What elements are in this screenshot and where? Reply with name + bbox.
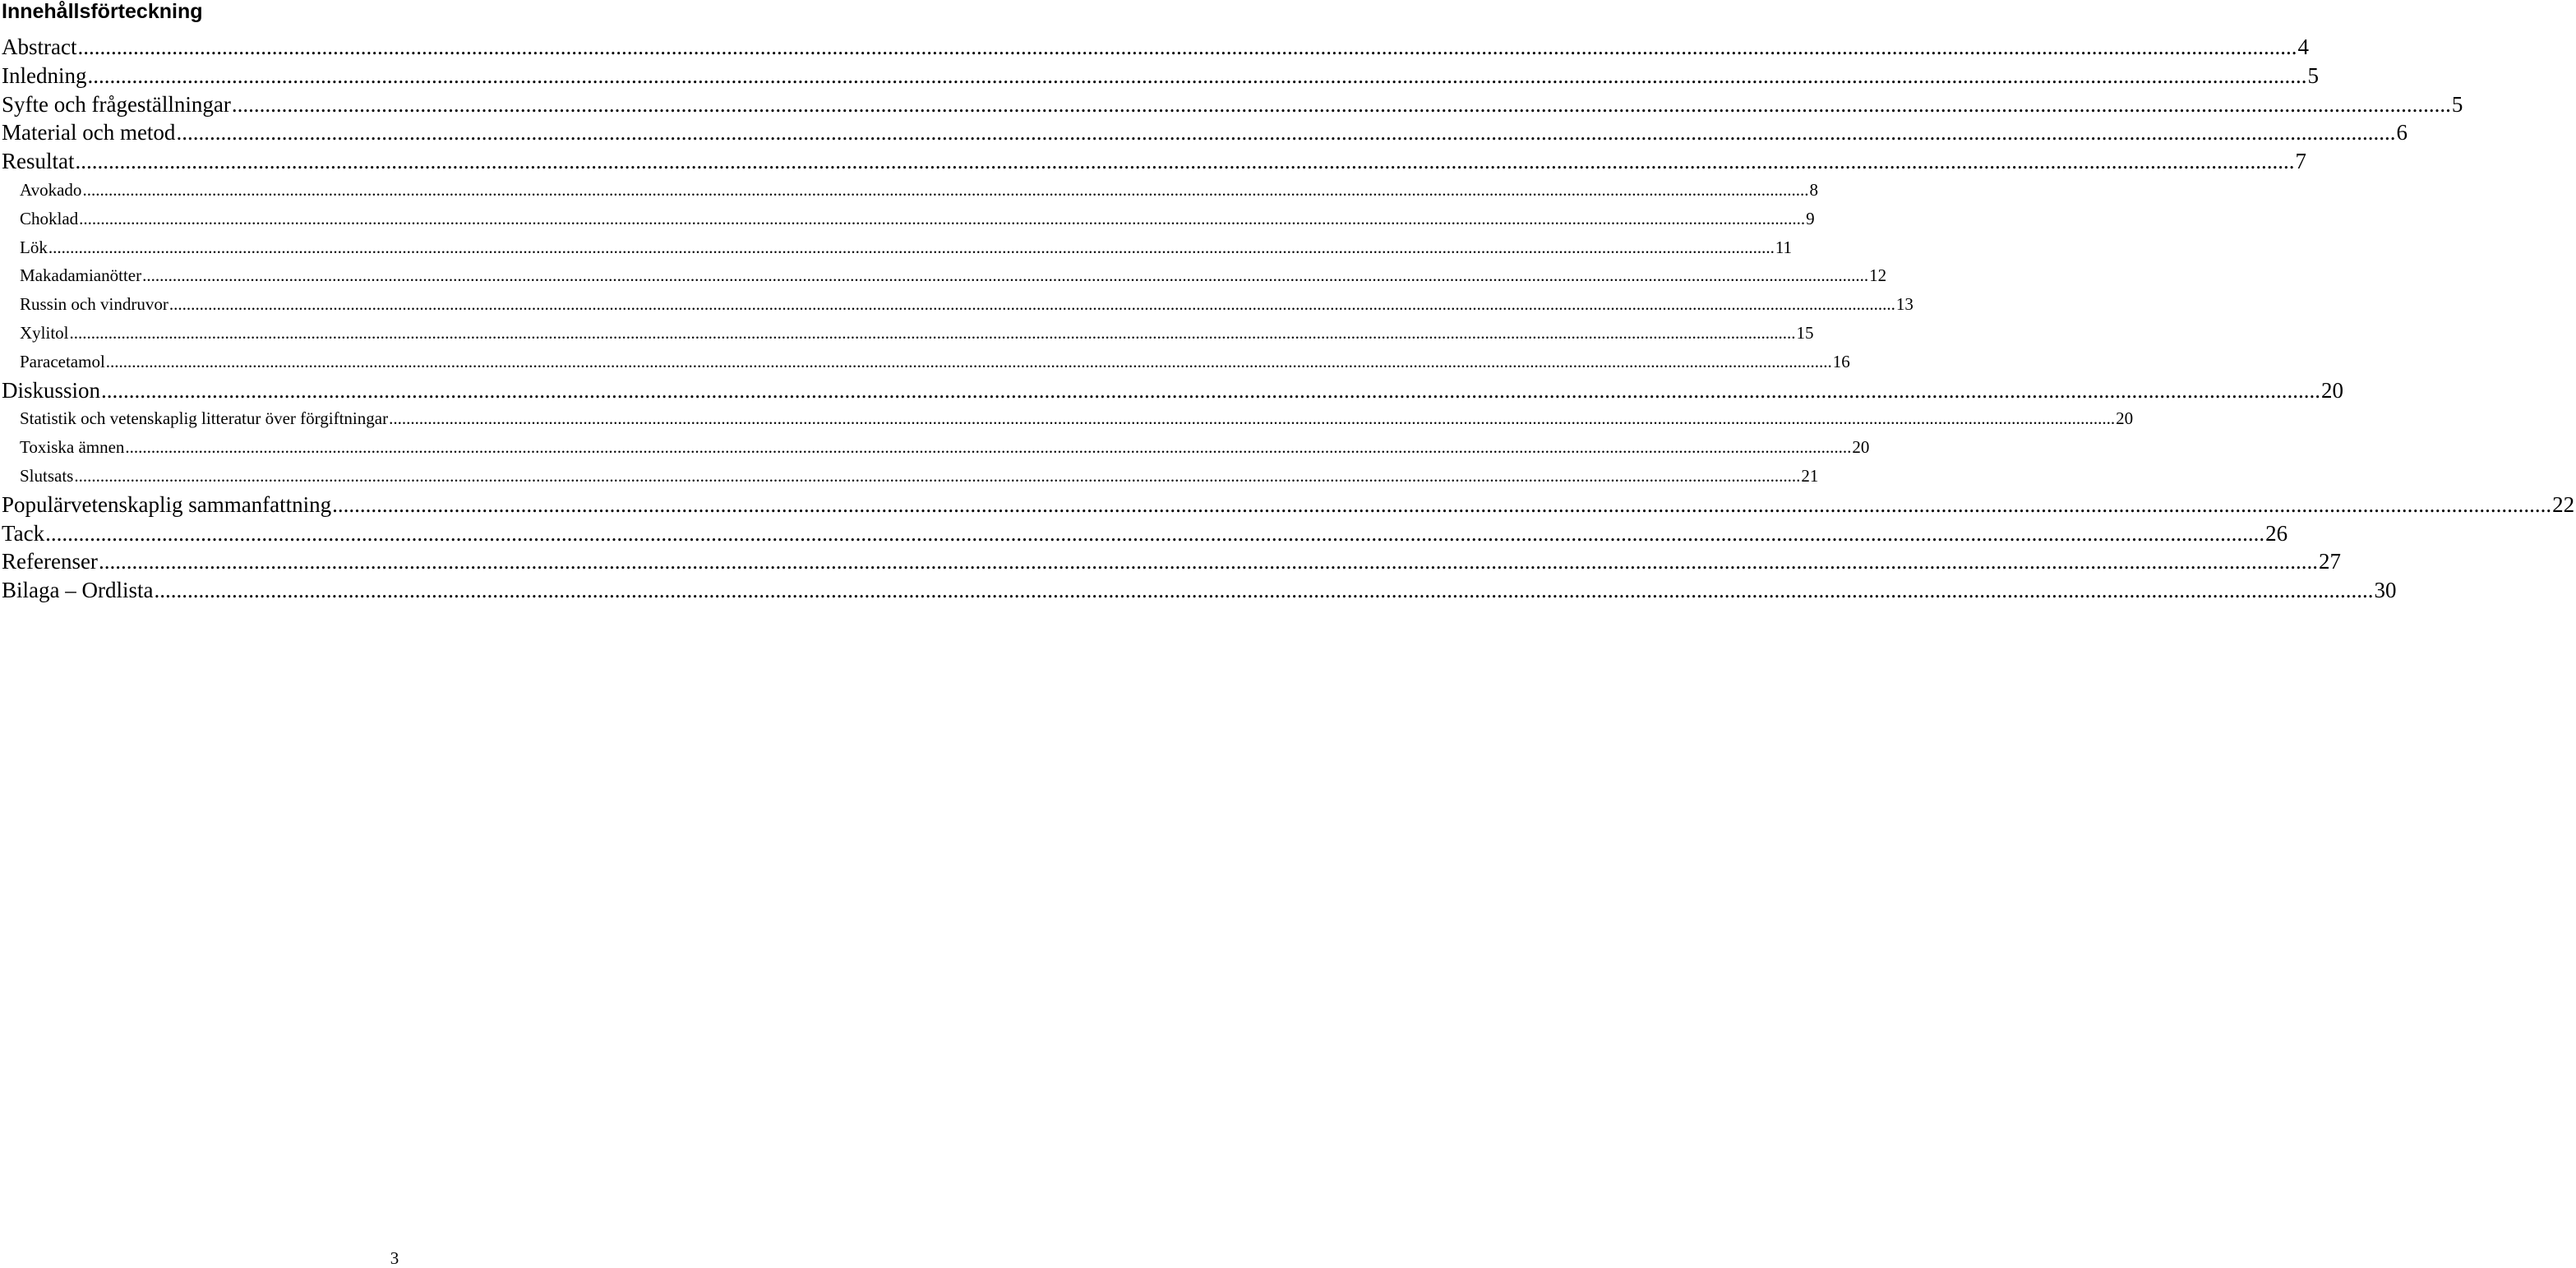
toc-title: Innehållsförteckning [2, 0, 203, 23]
toc-dot-leader: ................................................................................................................................................................................................................................................................................................................................................................................................................ [74, 466, 1801, 486]
toc-entry-page: 13 [1895, 294, 1914, 315]
toc-entry[interactable] [20, 233, 1793, 262]
toc-entry-page: 30 [2374, 578, 2397, 603]
toc-entry-text: Resultat [2, 149, 75, 174]
toc-entry[interactable] [20, 176, 1818, 205]
toc-entry-text: Paracetamol [20, 351, 105, 371]
toc-entry-page: 11 [1775, 237, 1793, 257]
toc-dot-leader: ................................................................................................................................................................................................................................................................................................................................................................................................................ [79, 208, 1806, 228]
toc-dot-leader: ................................................................................................................................................................................................................................................................................................................................................................................................................ [125, 437, 1852, 458]
toc-entry[interactable] [2, 376, 2344, 405]
toc-dot-leader: ................................................................................................................................................................................................................................................................................................................................................................................................................ [82, 180, 1809, 200]
toc-entry-page: 12 [1869, 265, 1887, 286]
toc-entry[interactable] [2, 147, 2306, 176]
toc-entry[interactable] [20, 205, 1815, 233]
toc-entry[interactable] [2, 62, 2319, 90]
toc-entry-page: 9 [1806, 208, 1815, 228]
toc-dot-leader: ................................................................................................................................................................................................................................................................................................................................................................................................................ [87, 62, 2307, 88]
toc-entry-page: 5 [2307, 62, 2319, 88]
toc-entry[interactable] [20, 319, 1814, 348]
toc-entry-text: Xylitol [20, 323, 69, 343]
toc-entry[interactable] [20, 348, 1850, 376]
toc-entry-text: Makadamianötter [20, 265, 142, 286]
toc-entry[interactable] [20, 433, 1870, 462]
toc-dot-leader: ................................................................................................................................................................................................................................................................................................................................................................................................................ [98, 549, 2318, 574]
toc-entry[interactable] [20, 290, 1914, 319]
toc-entry[interactable] [20, 404, 2134, 433]
toc-entry-page: 21 [1801, 466, 1819, 486]
toc-entry-text: Slutsats [20, 466, 74, 486]
toc-dot-leader: ................................................................................................................................................................................................................................................................................................................................................................................................................ [169, 294, 1895, 315]
toc-dot-leader: ................................................................................................................................................................................................................................................................................................................................................................................................................ [154, 578, 2374, 603]
toc-entry[interactable] [20, 261, 1887, 290]
toc-dot-leader: ................................................................................................................................................................................................................................................................................................................................................................................................................ [389, 408, 2116, 429]
toc-dot-leader: ................................................................................................................................................................................................................................................................................................................................................................................................................ [45, 520, 2265, 546]
toc-entry-text: Lök [20, 237, 48, 257]
toc-entry-page: 16 [1832, 351, 1850, 371]
toc-entry-text: Diskussion [2, 377, 101, 403]
toc-entry-page: 22 [2552, 491, 2575, 517]
toc-entry[interactable] [2, 519, 2288, 548]
page-number: 3 [390, 1248, 399, 1268]
toc-entry-text: Tack [2, 520, 45, 546]
toc-dot-leader: ................................................................................................................................................................................................................................................................................................................................................................................................................ [332, 491, 2552, 517]
toc-entry-page: 20 [2116, 408, 2134, 429]
toc-entry-page: 6 [2396, 120, 2407, 145]
toc-entry-page: 4 [2297, 35, 2309, 59]
toc-entry[interactable] [2, 33, 2309, 62]
toc-entry-text: Referenser [2, 549, 98, 574]
toc-entry-text: Toxiska ämnen [20, 437, 125, 458]
toc-entry-text: Choklad [20, 208, 79, 228]
toc-dot-leader: ................................................................................................................................................................................................................................................................................................................................................................................................................ [48, 237, 1775, 257]
toc-entry[interactable] [2, 90, 2463, 119]
toc-entry-page: 20 [2321, 377, 2344, 403]
toc-entry-text: Abstract [2, 35, 77, 59]
toc-entry-page: 15 [1796, 323, 1814, 343]
toc-entry-text: Syfte och frågeställningar [2, 91, 231, 117]
toc-entry-page: 26 [2265, 520, 2288, 546]
toc-dot-leader: ................................................................................................................................................................................................................................................................................................................................................................................................................ [176, 120, 2396, 145]
toc-entry-page: 5 [2451, 91, 2463, 117]
toc-dot-leader: ................................................................................................................................................................................................................................................................................................................................................................................................................ [142, 265, 1869, 286]
toc-dot-leader: ................................................................................................................................................................................................................................................................................................................................................................................................................ [105, 351, 1832, 371]
toc-entry[interactable] [2, 491, 2575, 519]
toc-entry-page: 20 [1852, 437, 1870, 458]
toc-entry-page: 8 [1809, 180, 1818, 200]
toc-entry-text: Statistik och vetenskaplig litteratur över förgiftningar [20, 408, 389, 429]
toc-dot-leader: ................................................................................................................................................................................................................................................................................................................................................................................................................ [75, 149, 2295, 174]
toc-entry[interactable] [20, 462, 1819, 491]
toc-dot-leader: ................................................................................................................................................................................................................................................................................................................................................................................................................ [101, 377, 2321, 403]
toc-entry-text: Material och metod [2, 120, 176, 145]
toc-entry-text: Russin och vindruvor [20, 294, 169, 315]
toc-entry-text: Bilaga – Ordlista [2, 578, 154, 603]
toc-dot-leader: ................................................................................................................................................................................................................................................................................................................................................................................................................ [231, 91, 2451, 117]
toc-entry-page: 7 [2295, 149, 2306, 174]
toc-entry[interactable] [2, 576, 2397, 605]
toc-entry[interactable] [2, 118, 2407, 147]
toc-entry-text: Avokado [20, 180, 82, 200]
toc-entry-text: Populärvetenskaplig sammanfattning [2, 491, 332, 517]
toc-dot-leader: ................................................................................................................................................................................................................................................................................................................................................................................................................ [69, 323, 1796, 343]
toc-dot-leader: ................................................................................................................................................................................................................................................................................................................................................................................................................ [77, 35, 2297, 59]
toc-entry-text: Inledning [2, 62, 87, 88]
toc-entry-page: 27 [2318, 549, 2341, 574]
toc-entry[interactable] [2, 547, 2341, 576]
